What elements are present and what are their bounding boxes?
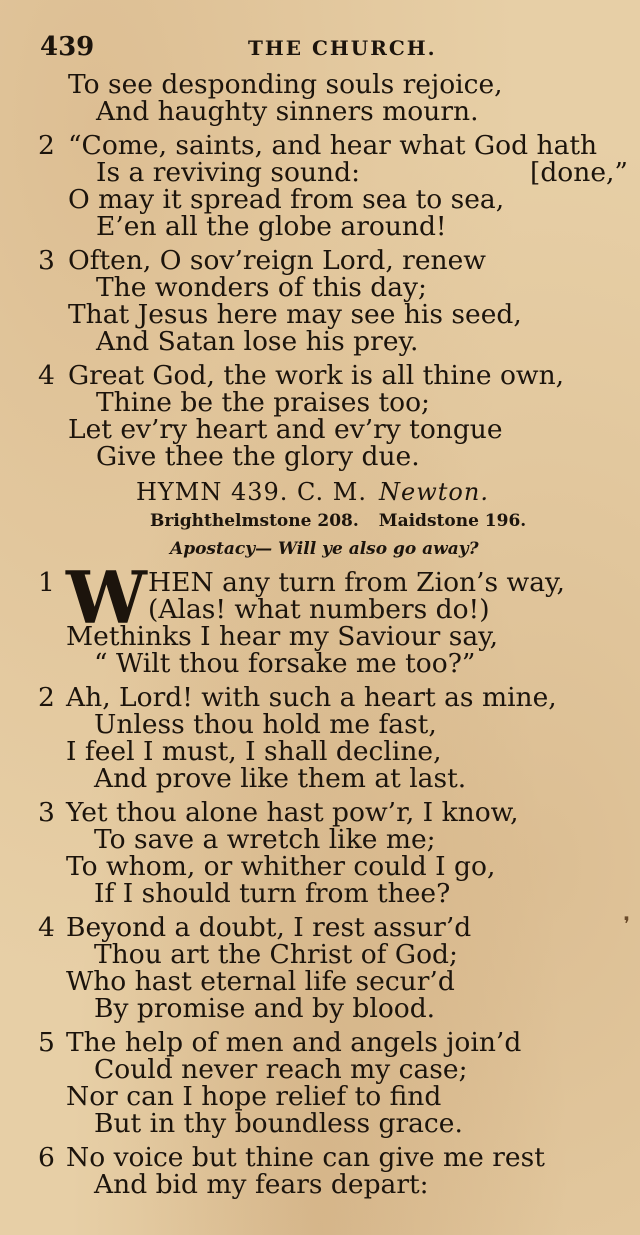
verse-line: The help of men and angels join’d	[66, 1027, 522, 1058]
verse-line: Is a reviving sound:	[96, 157, 360, 188]
verse-line: And Satan lose his prey.	[96, 326, 419, 357]
verse-line: Nor can I hope relief to find	[66, 1081, 442, 1112]
stanza-number: 2	[38, 130, 55, 161]
verse-line: And haughty sinners mourn.	[96, 96, 479, 127]
tune-references	[150, 511, 526, 531]
stanza-number: 2	[38, 682, 55, 713]
verse-line: If I should turn from thee?	[94, 878, 451, 909]
drop-cap: W	[66, 555, 147, 640]
verse-line: Thine be the praises too;	[96, 387, 430, 418]
stanza-number: 5	[38, 1027, 55, 1058]
verse-line: “Come, saints, and hear what God hath	[68, 130, 598, 161]
hymn-number-meter: HYMN 439. C. M.	[136, 478, 368, 506]
verse-line: To see desponding souls rejoice,	[68, 69, 503, 100]
verse-line: Ah, Lord! with such a heart as mine,	[66, 682, 557, 713]
verse-line: HEN any turn from Zion’s way,	[148, 567, 565, 598]
page-number: 439	[40, 32, 95, 62]
stanza-number: 3	[38, 797, 55, 828]
stanza-number: 1	[38, 567, 55, 598]
hymn-subject: Apostacy— Will ye also go away?	[170, 539, 479, 559]
verse-line: E’en all the globe around!	[96, 211, 447, 242]
verse-line: Unless thou hold me fast,	[94, 709, 437, 740]
verse-line: “ Wilt thou forsake me too?”	[94, 648, 476, 679]
verse-line: By promise and by blood.	[94, 993, 436, 1024]
running-title: THE CHURCH.	[248, 36, 437, 60]
verse-line: No voice but thine can give me rest	[66, 1142, 545, 1173]
verse-line: And bid my fears depart:	[94, 1169, 429, 1200]
verse-line: Let ev’ry heart and ev’ry tongue	[68, 414, 503, 445]
verse-line: Yet thou alone hast pow’r, I know,	[66, 797, 519, 828]
verse-line: Great God, the work is all thine own,	[68, 360, 565, 391]
verse-line: Thou art the Christ of God;	[94, 939, 458, 970]
verse-line: (Alas! what numbers do!)	[148, 594, 490, 625]
hymn-title	[136, 478, 489, 506]
stanza-number: 4	[38, 360, 55, 391]
stanza-number: 3	[38, 245, 55, 276]
verse-line: And prove like them at last.	[94, 763, 467, 794]
line-overflow: [done,”	[530, 157, 628, 188]
ink-speck: ❜	[623, 912, 630, 936]
verse-line: Give thee the glory due.	[96, 441, 420, 472]
tune-name: Brighthelmstone 208.	[150, 511, 359, 531]
stanza-number: 6	[38, 1142, 55, 1173]
verse-line: O may it spread from sea to sea,	[68, 184, 505, 215]
verse-line: The wonders of this day;	[96, 272, 427, 303]
verse-line: But in thy boundless grace.	[94, 1108, 463, 1139]
verse-line: To save a wretch like me;	[94, 824, 436, 855]
verse-line: I feel I must, I shall decline,	[66, 736, 442, 767]
verse-line: Who hast eternal life secur’d	[66, 966, 455, 997]
hymn-author: Newton.	[379, 478, 489, 506]
verse-line: Beyond a doubt, I rest assur’d	[66, 912, 472, 943]
tune-name: Maidstone 196.	[378, 511, 527, 531]
verse-line: Could never reach my case;	[94, 1054, 468, 1085]
verse-line: Methinks I hear my Saviour say,	[66, 621, 498, 652]
verse-line: Often, O sov’reign Lord, renew	[68, 245, 486, 276]
stanza-number: 4	[38, 912, 55, 943]
verse-line: That Jesus here may see his seed,	[68, 299, 522, 330]
verse-line: To whom, or whither could I go,	[66, 851, 496, 882]
